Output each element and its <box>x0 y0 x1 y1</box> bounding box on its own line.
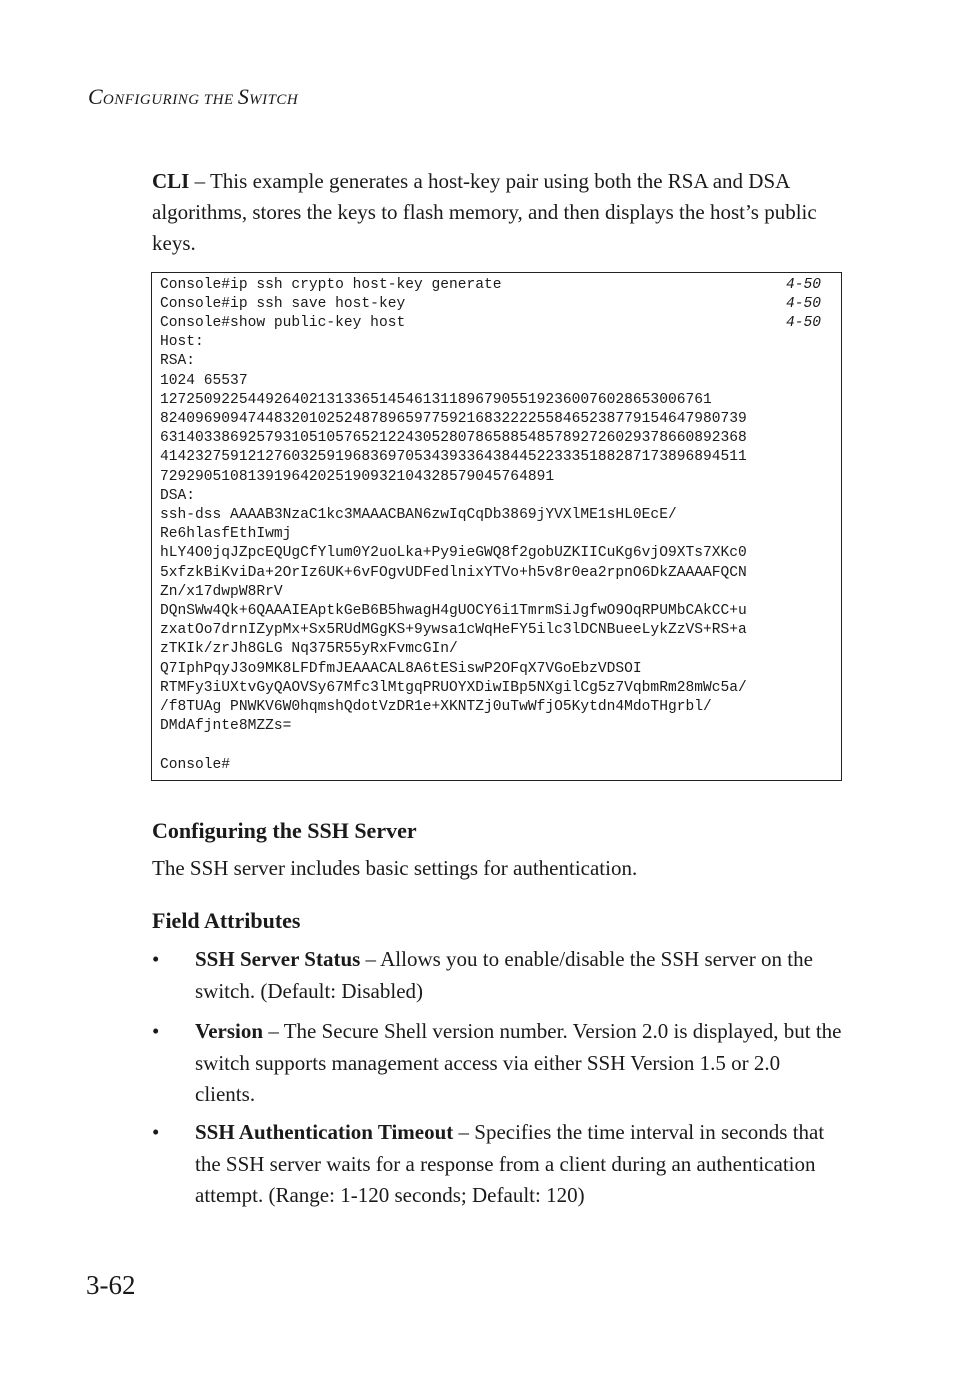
bullet-description: – Allows you to enable/disable the SSH server on the switch. (Default: Disabled) <box>195 947 813 1003</box>
code-line <box>160 698 833 717</box>
code-line <box>160 314 833 333</box>
code-text: ssh-dss AAAAB3NzaC1kc3MAAACBAN6zwIqCqDb3869jYVXlME1sHL0EcE/ <box>160 507 677 523</box>
code-text: hLY4O0jqJZpcEQUgCfYlum0Y2uoLka+Py9ieGWQ8f2gobUZKIICuKg6vjO9XTs7XKc0 <box>160 545 747 561</box>
header-smallcaps-1: ONFIGURING THE <box>102 92 238 108</box>
code-line <box>160 583 833 602</box>
header-initial-1: C <box>88 84 103 109</box>
code-text: 63140338692579310510576521224305280786588548578927260293786608923​68 <box>160 430 747 446</box>
intro-text: – This example generates a host-key pair using both the RSA and DSA algorithms, stores the keys to flash memory, and then displays the host’s public keys. <box>152 169 817 255</box>
bullet-symbol: • <box>152 1019 160 1043</box>
code-line <box>160 525 833 544</box>
intro-paragraph <box>152 166 852 259</box>
code-page-ref: 4-50 <box>785 277 821 293</box>
intro-label: CLI <box>152 169 190 193</box>
code-line <box>160 544 833 563</box>
code-text: zTKIk/zrJh8GLG Nq375R55yRxFvmcGIn/ <box>160 641 458 657</box>
code-text: /f8TUAg PNWKV6W0hqmshQdotVzDR1e+XKNTZj0uTwWfjO5Kytdn4MdoTHgrbl/ <box>160 699 712 715</box>
section-heading-ssh-server: Configuring the SSH Server <box>152 818 417 843</box>
code-line <box>160 391 833 410</box>
code-line <box>160 564 833 583</box>
code-text: RSA: <box>160 353 196 369</box>
running-header <box>88 84 298 110</box>
code-text: 72929051081391964202519093210432857904576​4891 <box>160 469 555 485</box>
code-line <box>160 487 833 506</box>
bullet-term: Version <box>195 1019 264 1043</box>
code-text: DSA: <box>160 488 196 504</box>
bullet-item <box>152 1016 852 1111</box>
code-text: Host: <box>160 334 204 350</box>
bullet-symbol: • <box>152 1120 160 1144</box>
code-text: 5xfzkBiKviDa+2OrIz6UK+6vFOgvUDFedlnixYTVo+h5v8r0ea2rpnO6DkZAAAAFQCN <box>160 565 747 581</box>
code-text: Console#ip ssh save host-key <box>160 296 406 312</box>
section-paragraph: The SSH server includes basic settings for authentication. <box>152 856 638 880</box>
code-line <box>160 295 833 314</box>
bullet-description: – The Secure Shell version number. Version 2.0 is displayed, but the switch supports management access via either SSH Version 1.5 or 2.0 clients. <box>195 1019 842 1106</box>
code-page-ref: 4-50 <box>785 315 821 331</box>
bullet-item <box>152 944 852 1007</box>
code-line <box>160 506 833 525</box>
code-text: Console#ip ssh crypto host-key generate <box>160 277 502 293</box>
bullet-text <box>195 944 845 1007</box>
bullet-term: SSH Authentication Timeout <box>195 1120 454 1144</box>
code-text: 41423275912127603259196836970534393364384452233351882871738968945​11 <box>160 449 747 465</box>
code-text: Zn/x17dwpW8RrV <box>160 584 283 600</box>
bullet-text <box>195 1117 845 1212</box>
code-text: zxatOo7drnIZypMx+Sx5RUdMGgKS+9ywsa1cWqHeFY5ilc3lDCNBueeLykZzVS+RS+a <box>160 622 747 638</box>
section-heading-field-attributes: Field Attributes <box>152 908 301 933</box>
code-line <box>160 468 833 487</box>
code-text: Console#show public-key host <box>160 315 406 331</box>
code-line <box>160 602 833 621</box>
code-text: RTMFy3iUXtvGyQAOVSy67Mfc3lMtgqPRUOYXDiwIBp5NXgilCg5z7VqbmRm28mWc5a/ <box>160 680 747 696</box>
code-line <box>160 448 833 467</box>
code-line <box>160 352 833 371</box>
code-line <box>160 640 833 659</box>
header-smallcaps-2: WITCH <box>249 92 299 108</box>
bullet-description: – Specifies the time interval in seconds that the SSH server waits for a response from a client during an authentication attempt. (Range: 1-120 seconds; Default: 120) <box>195 1120 825 1207</box>
code-text: Re6hlasfEthIwmj <box>160 526 292 542</box>
code-line <box>160 276 833 295</box>
code-text: DMdAfjnte8MZZs= <box>160 718 292 734</box>
code-line <box>160 621 833 640</box>
header-initial-2: S <box>237 84 250 109</box>
code-text: DQnSWw4Qk+6QAAAIEAptkGeB6B5hwagH4gUOCY6i1TmrmSiJgfwO9OqRPUMbCAkCC+u <box>160 603 747 619</box>
code-text: Console# <box>160 757 231 773</box>
code-line <box>160 679 833 698</box>
code-line <box>160 372 833 391</box>
code-example-box <box>151 272 842 781</box>
code-line <box>160 756 833 775</box>
code-line <box>160 717 833 736</box>
code-text: Q7IphPqyJ3o9MK8LFDfmJEAAACAL8A6tESiswP2OFqX7VGoEbzVDSOI <box>160 661 642 677</box>
bullet-term: SSH Server Status <box>195 947 361 971</box>
code-text: 1024 65537 <box>160 373 248 389</box>
code-page-ref: 4-50 <box>785 296 821 312</box>
bullet-text <box>195 1016 845 1111</box>
bullet-symbol: • <box>152 947 160 971</box>
code-text: 82409690947448320102524878965977592168322225584652387791546479807​39 <box>160 411 747 427</box>
code-line <box>160 660 833 679</box>
code-line <box>160 410 833 429</box>
code-line <box>160 429 833 448</box>
bullet-item <box>152 1117 852 1212</box>
code-line <box>160 736 833 755</box>
page-number: 3-62 <box>86 1270 136 1300</box>
code-line <box>160 333 833 352</box>
code-text: 127250922544926402131336514546131189679055192360076028653006761 <box>160 392 712 408</box>
